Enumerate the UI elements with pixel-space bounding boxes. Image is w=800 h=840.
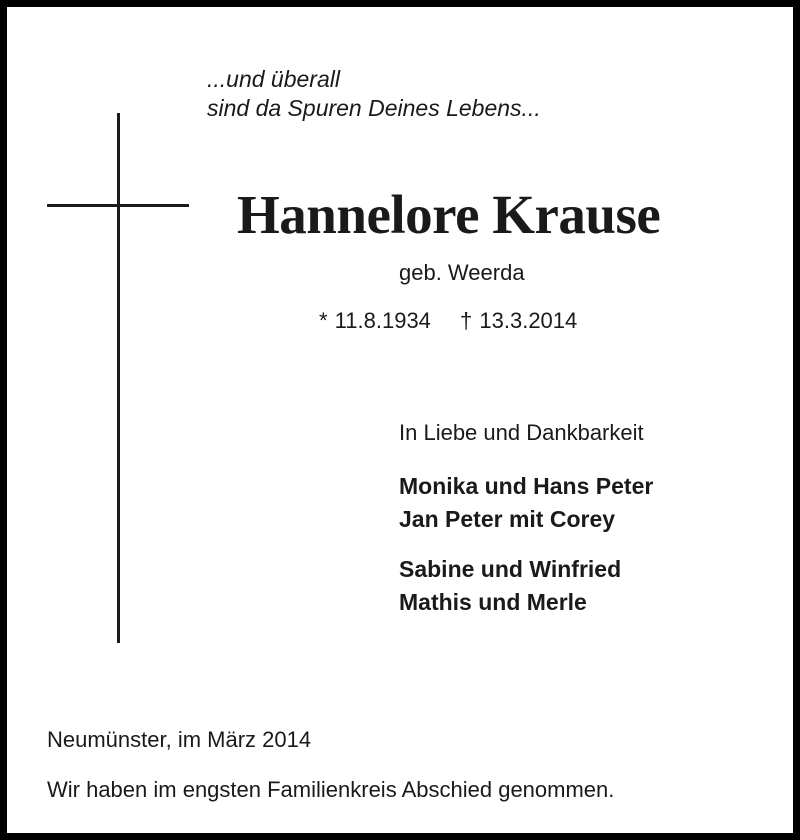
mourner-group xyxy=(399,553,621,619)
cross-icon-crossbar xyxy=(47,204,189,207)
life-dates xyxy=(319,308,577,334)
mourner-group xyxy=(399,470,653,536)
mourners-intro: In Liebe und Dankbarkeit xyxy=(399,420,644,445)
quote-line-2: sind da Spuren Deines Lebens... xyxy=(207,95,541,121)
obituary-notice xyxy=(7,7,793,833)
mourner-line: Mathis und Merle xyxy=(399,589,587,615)
farewell-note: Wir haben im engsten Familienkreis Abschied genommen. xyxy=(47,777,615,802)
quote-line-1: ...und überall xyxy=(207,66,340,92)
death-date: † 13.3.2014 xyxy=(460,308,578,333)
cross-icon xyxy=(117,113,120,643)
deceased-name: Hannelore Krause xyxy=(237,184,661,245)
place-date: Neumünster, im März 2014 xyxy=(47,727,312,752)
mourner-line: Monika und Hans Peter xyxy=(399,473,654,499)
maiden-name: geb. Weerda xyxy=(399,260,525,285)
birth-date: * 11.8.1934 xyxy=(319,308,431,333)
mourner-line: Sabine und Winfried xyxy=(399,556,622,582)
memorial-quote xyxy=(207,65,541,123)
mourner-line: Jan Peter mit Corey xyxy=(399,506,616,532)
